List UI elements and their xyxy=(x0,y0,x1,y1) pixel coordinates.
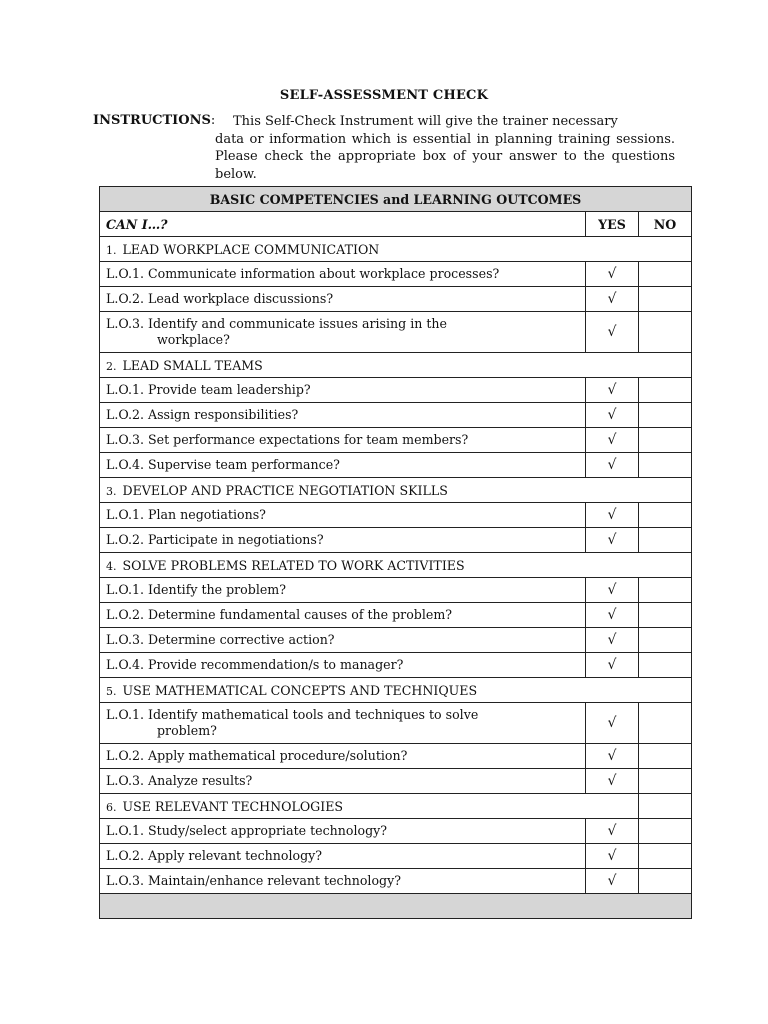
table-row xyxy=(100,628,692,653)
learning-outcome-text: Communicate information about workplace processes? xyxy=(148,266,500,281)
section-title: LEAD SMALL TEAMS xyxy=(122,357,263,373)
learning-outcome-code: L.O.4. xyxy=(106,657,144,672)
section-row xyxy=(100,553,692,578)
learning-outcome-code: L.O.4. xyxy=(106,457,144,472)
table-row xyxy=(100,578,692,603)
no-checkbox-cell[interactable] xyxy=(639,312,692,353)
yes-checkbox-cell[interactable]: √ xyxy=(586,603,639,628)
learning-outcome-text: Analyze results? xyxy=(148,773,253,788)
no-checkbox-cell[interactable] xyxy=(639,628,692,653)
learning-outcome-line xyxy=(106,407,579,423)
learning-outcome-cell xyxy=(100,378,586,403)
learning-outcome-text: Provide recommendation/s to manager? xyxy=(148,657,404,672)
yes-checkbox-cell[interactable]: √ xyxy=(586,378,639,403)
learning-outcome-text: Study/select appropriate technology? xyxy=(148,823,388,838)
no-checkbox-cell[interactable] xyxy=(639,869,692,894)
table-row xyxy=(100,528,692,553)
learning-outcome-code: L.O.3. xyxy=(106,873,144,888)
self-check-table xyxy=(99,186,692,919)
table-footer xyxy=(100,894,692,919)
column-header-no: NO xyxy=(639,212,692,237)
learning-outcome-text: Identify mathematical tools and techniques to solve xyxy=(148,707,479,722)
section-row xyxy=(100,478,692,503)
learning-outcome-line xyxy=(106,632,579,648)
learning-outcome-line xyxy=(106,607,579,623)
table-row xyxy=(100,453,692,478)
section-number: 1. xyxy=(106,243,117,257)
yes-checkbox-cell[interactable]: √ xyxy=(586,819,639,844)
section-title-cell xyxy=(100,678,692,703)
column-header-question: CAN I…? xyxy=(100,212,586,237)
section-title: USE MATHEMATICAL CONCEPTS AND TECHNIQUES xyxy=(122,682,478,698)
learning-outcome-cell xyxy=(100,428,586,453)
learning-outcome-line xyxy=(106,382,579,398)
section-number: 5. xyxy=(106,684,117,698)
table-row xyxy=(100,869,692,894)
no-checkbox-cell[interactable] xyxy=(639,769,692,794)
table-row xyxy=(100,503,692,528)
learning-outcome-line xyxy=(106,707,579,723)
learning-outcome-line xyxy=(106,316,579,332)
learning-outcome-cell xyxy=(100,869,586,894)
yes-checkbox-cell[interactable]: √ xyxy=(586,653,639,678)
learning-outcome-code: L.O.1. xyxy=(106,507,144,522)
learning-outcome-cell xyxy=(100,403,586,428)
instructions-label xyxy=(93,113,215,128)
section-title-cell xyxy=(100,237,692,262)
yes-checkbox-cell[interactable]: √ xyxy=(586,703,639,744)
no-checkbox-cell[interactable] xyxy=(639,744,692,769)
no-checkbox-cell[interactable] xyxy=(639,603,692,628)
learning-outcome-cell xyxy=(100,603,586,628)
section-number: 4. xyxy=(106,559,117,573)
table-heading: BASIC COMPETENCIES and LEARNING OUTCOMES xyxy=(100,187,692,212)
section-title-cell xyxy=(100,478,692,503)
table-row xyxy=(100,312,692,353)
table-row xyxy=(100,769,692,794)
learning-outcome-text: Lead workplace discussions? xyxy=(148,291,334,306)
learning-outcome-line xyxy=(106,266,579,282)
no-checkbox-cell[interactable] xyxy=(639,703,692,744)
learning-outcome-line xyxy=(106,823,579,839)
learning-outcome-cell xyxy=(100,703,586,744)
table-row xyxy=(100,403,692,428)
section-title-cell xyxy=(100,553,692,578)
learning-outcome-line xyxy=(106,532,579,548)
column-header-yes: YES xyxy=(586,212,639,237)
section-number: 3. xyxy=(106,484,117,498)
learning-outcome-text: Maintain/enhance relevant technology? xyxy=(148,873,401,888)
learning-outcome-cell xyxy=(100,578,586,603)
section-title-cell xyxy=(100,794,639,819)
table-body xyxy=(100,237,692,894)
yes-checkbox-cell[interactable]: √ xyxy=(586,453,639,478)
learning-outcome-text: Determine corrective action? xyxy=(148,632,335,647)
yes-checkbox-cell[interactable]: √ xyxy=(586,528,639,553)
table-row xyxy=(100,703,692,744)
learning-outcome-line xyxy=(106,748,579,764)
learning-outcome-cell xyxy=(100,528,586,553)
yes-checkbox-cell[interactable]: √ xyxy=(586,312,639,353)
learning-outcome-code: L.O.3. xyxy=(106,632,144,647)
learning-outcome-line xyxy=(106,848,579,864)
yes-checkbox-cell[interactable]: √ xyxy=(586,769,639,794)
learning-outcome-text: Apply relevant technology? xyxy=(148,848,323,863)
instructions-colon: : xyxy=(210,113,216,128)
learning-outcome-cell xyxy=(100,769,586,794)
table-row xyxy=(100,287,692,312)
learning-outcome-cell xyxy=(100,844,586,869)
learning-outcome-text: Provide team leadership? xyxy=(148,382,311,397)
table-row xyxy=(100,844,692,869)
yes-checkbox-cell[interactable]: √ xyxy=(586,628,639,653)
table-row xyxy=(100,262,692,287)
learning-outcome-cell xyxy=(100,503,586,528)
learning-outcome-cell xyxy=(100,262,586,287)
learning-outcome-cell xyxy=(100,287,586,312)
no-checkbox-cell[interactable] xyxy=(639,503,692,528)
section-number: 2. xyxy=(106,359,117,373)
table-row xyxy=(100,653,692,678)
section-row xyxy=(100,794,692,819)
learning-outcome-code: L.O.2. xyxy=(106,291,144,306)
learning-outcome-code: L.O.1. xyxy=(106,382,144,397)
yes-checkbox-cell[interactable]: √ xyxy=(586,744,639,769)
learning-outcome-cell xyxy=(100,744,586,769)
learning-outcome-text: Identify and communicate issues arising in the xyxy=(148,316,447,331)
table-row xyxy=(100,744,692,769)
section-number: 6. xyxy=(106,800,117,814)
yes-checkbox-cell[interactable]: √ xyxy=(586,262,639,287)
no-checkbox-cell[interactable] xyxy=(639,653,692,678)
yes-checkbox-cell[interactable]: √ xyxy=(586,503,639,528)
table-row xyxy=(100,378,692,403)
learning-outcome-text-continued: problem? xyxy=(157,723,217,738)
learning-outcome-text: Assign responsibilities? xyxy=(148,407,299,422)
learning-outcome-code: L.O.2. xyxy=(106,607,144,622)
learning-outcome-text: Determine fundamental causes of the problem? xyxy=(148,607,453,622)
learning-outcome-code: L.O.1. xyxy=(106,823,144,838)
learning-outcome-line xyxy=(106,582,579,598)
section-title: LEAD WORKPLACE COMMUNICATION xyxy=(122,241,380,257)
learning-outcome-code: L.O.2. xyxy=(106,407,144,422)
no-checkbox-cell[interactable] xyxy=(639,844,692,869)
learning-outcome-code: L.O.1. xyxy=(106,266,144,281)
learning-outcome-text: Supervise team performance? xyxy=(148,457,340,472)
learning-outcome-line xyxy=(106,457,579,473)
learning-outcome-line xyxy=(106,507,579,523)
no-checkbox-cell[interactable] xyxy=(639,262,692,287)
yes-checkbox-cell[interactable]: √ xyxy=(586,844,639,869)
learning-outcome-line xyxy=(106,657,579,673)
learning-outcome-text: Set performance expectations for team members? xyxy=(148,432,469,447)
section-title: DEVELOP AND PRACTICE NEGOTIATION SKILLS xyxy=(122,482,448,498)
section-empty-cell xyxy=(639,794,692,819)
table-row xyxy=(100,603,692,628)
yes-checkbox-cell[interactable]: √ xyxy=(586,869,639,894)
yes-checkbox-cell[interactable]: √ xyxy=(586,428,639,453)
learning-outcome-text: Identify the problem? xyxy=(148,582,286,597)
no-checkbox-cell[interactable] xyxy=(639,819,692,844)
section-row xyxy=(100,237,692,262)
no-checkbox-cell[interactable] xyxy=(639,528,692,553)
table-row xyxy=(100,819,692,844)
section-row xyxy=(100,353,692,378)
learning-outcome-cell xyxy=(100,628,586,653)
no-checkbox-cell[interactable] xyxy=(639,287,692,312)
learning-outcome-line xyxy=(106,773,579,789)
no-checkbox-cell[interactable] xyxy=(639,378,692,403)
section-title-cell xyxy=(100,353,692,378)
no-checkbox-cell[interactable] xyxy=(639,453,692,478)
learning-outcome-cell xyxy=(100,453,586,478)
learning-outcome-line xyxy=(106,291,579,307)
learning-outcome-line xyxy=(106,873,579,889)
learning-outcome-code: L.O.3. xyxy=(106,432,144,447)
instructions-line-1: This Self-Check Instrument will give the trainer necessary xyxy=(233,114,618,129)
learning-outcome-cell xyxy=(100,819,586,844)
no-checkbox-cell[interactable] xyxy=(639,428,692,453)
learning-outcome-code: L.O.2. xyxy=(106,848,144,863)
learning-outcome-text: Participate in negotiations? xyxy=(148,532,324,547)
no-checkbox-cell[interactable] xyxy=(639,403,692,428)
learning-outcome-code: L.O.1. xyxy=(106,582,144,597)
table-row xyxy=(100,428,692,453)
instructions-body: data or information which is essential in planning training sessions. Please check the appropriate box of your answer to the questions below. xyxy=(215,131,675,182)
learning-outcome-code: L.O.3. xyxy=(106,773,144,788)
yes-checkbox-cell[interactable]: √ xyxy=(586,403,639,428)
learning-outcome-cell xyxy=(100,312,586,353)
yes-checkbox-cell[interactable]: √ xyxy=(586,578,639,603)
section-row xyxy=(100,678,692,703)
learning-outcome-text: Apply mathematical procedure/solution? xyxy=(148,748,408,763)
no-checkbox-cell[interactable] xyxy=(639,578,692,603)
learning-outcome-cell xyxy=(100,653,586,678)
yes-checkbox-cell[interactable]: √ xyxy=(586,287,639,312)
learning-outcome-code: L.O.3. xyxy=(106,316,144,331)
learning-outcome-code: L.O.2. xyxy=(106,532,144,547)
learning-outcome-code: L.O.1. xyxy=(106,707,144,722)
section-title: SOLVE PROBLEMS RELATED TO WORK ACTIVITIES xyxy=(122,557,465,573)
instructions-label-text: INSTRUCTIONS xyxy=(93,113,211,128)
learning-outcome-code: L.O.2. xyxy=(106,748,144,763)
learning-outcome-text-continued: workplace? xyxy=(157,332,230,347)
page-title: SELF-ASSESSMENT CHECK xyxy=(279,88,489,103)
learning-outcome-line xyxy=(106,432,579,448)
learning-outcome-text: Plan negotiations? xyxy=(148,507,266,522)
section-title: USE RELEVANT TECHNOLOGIES xyxy=(122,798,344,814)
